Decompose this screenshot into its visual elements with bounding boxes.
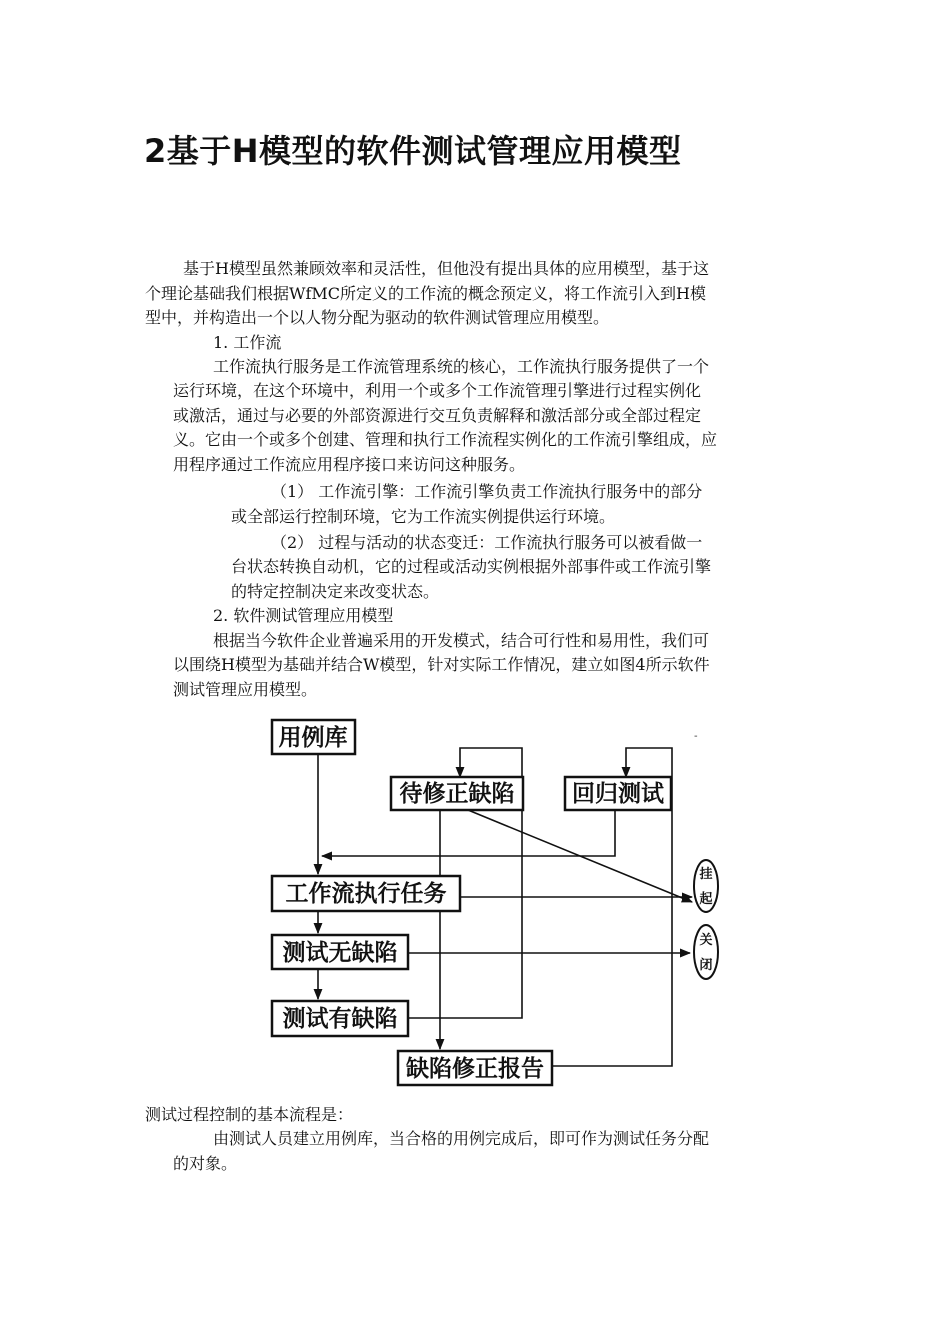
after-body-line-2: 的对象。 — [173, 1154, 238, 1173]
after-body-line-1: 由测试人员建立用例库，当合格的用例完成后，即可作为测试任务分配 — [213, 1129, 710, 1148]
section1-heading: 1. 工作流 — [213, 333, 282, 352]
after-heading: 测试过程控制的基本流程是： — [145, 1105, 354, 1124]
section2-body-line-1: 根据当今软件企业普遍采用的开发模式，结合可行性和易用性，我们可 — [213, 631, 710, 650]
state-hang-top: 挂 — [699, 867, 713, 882]
node-case-library-label: 用例库 — [278, 725, 348, 751]
intro-line-1: 基于H模型虽然兼顾效率和灵活性，但他没有提出具体的应用模型，基于这 — [183, 259, 709, 278]
section2-heading: 2. 软件测试管理应用模型 — [213, 606, 394, 625]
state-hang-bottom: 起 — [699, 892, 713, 907]
item1-line-1: （1） 工作流引擎：工作流引擎负责工作流执行服务中的部分 — [271, 482, 703, 501]
node-no-defect — [272, 935, 408, 969]
node-regression-test-label: 回归测试 — [572, 781, 664, 807]
section1-body-line-1: 工作流执行服务是工作流管理系统的核心，工作流执行服务提供了一个 — [213, 357, 710, 376]
node-workflow-task-label: 工作流执行任务 — [285, 881, 447, 907]
node-case-library — [272, 720, 355, 754]
item2-line-1: （2） 过程与活动的状态变迁：工作流执行服务可以被看做一 — [271, 533, 703, 552]
section1-body-line-2: 运行环境，在这个环境中，利用一个或多个工作流管理引擎进行过程实例化 — [173, 381, 702, 400]
node-has-defect-label: 测试有缺陷 — [282, 1006, 398, 1032]
node-workflow-task — [272, 876, 460, 911]
node-pending-fix-label: 待修正缺陷 — [399, 781, 515, 807]
state-close — [694, 925, 718, 979]
stray-mark: - — [694, 731, 698, 742]
item2-line-2: 台状态转换自动机，它的过程或活动实例根据外部事件或工作流引擎 — [231, 557, 712, 576]
section2-body-line-2: 以围绕H模型为基础并结合W模型，针对实际工作情况，建立如图4所示软件 — [173, 655, 710, 674]
state-close-bottom: 闭 — [699, 958, 713, 973]
section1-body-line-3: 或激活，通过与必要的外部资源进行交互负责解释和激活部分或全部过程定 — [173, 406, 702, 425]
node-fix-report-label: 缺陷修正报告 — [406, 1056, 544, 1082]
section2-body-line-3: 测试管理应用模型。 — [173, 680, 318, 699]
intro-line-3: 型中，并构造出一个以人物分配为驱动的软件测试管理应用模型。 — [145, 308, 610, 327]
section1-body-line-5: 用程序通过工作流应用程序接口来访问这种服务。 — [173, 455, 526, 474]
item2-line-3: 的特定控制决定来改变状态。 — [231, 582, 440, 601]
node-pending-fix — [391, 777, 523, 810]
page-title: 2基于H模型的软件测试管理应用模型 — [144, 132, 682, 170]
edge-regression-to-task — [322, 810, 615, 856]
state-close-top: 关 — [699, 933, 713, 948]
node-no-defect-label: 测试无缺陷 — [282, 940, 398, 966]
state-hang — [694, 860, 718, 912]
intro-line-2: 个理论基础我们根据WfMC所定义的工作流的概念预定义，将工作流引入到H模 — [145, 284, 706, 303]
item1-line-2: 或全部运行控制环境，它为工作流实例提供运行环境。 — [231, 507, 616, 526]
section1-body-line-4: 义。它由一个或多个创建、管理和执行工作流程实例化的工作流引擎组成，应 — [173, 430, 718, 449]
node-has-defect — [272, 1001, 408, 1036]
node-fix-report — [398, 1051, 552, 1085]
node-regression-test — [565, 777, 671, 810]
